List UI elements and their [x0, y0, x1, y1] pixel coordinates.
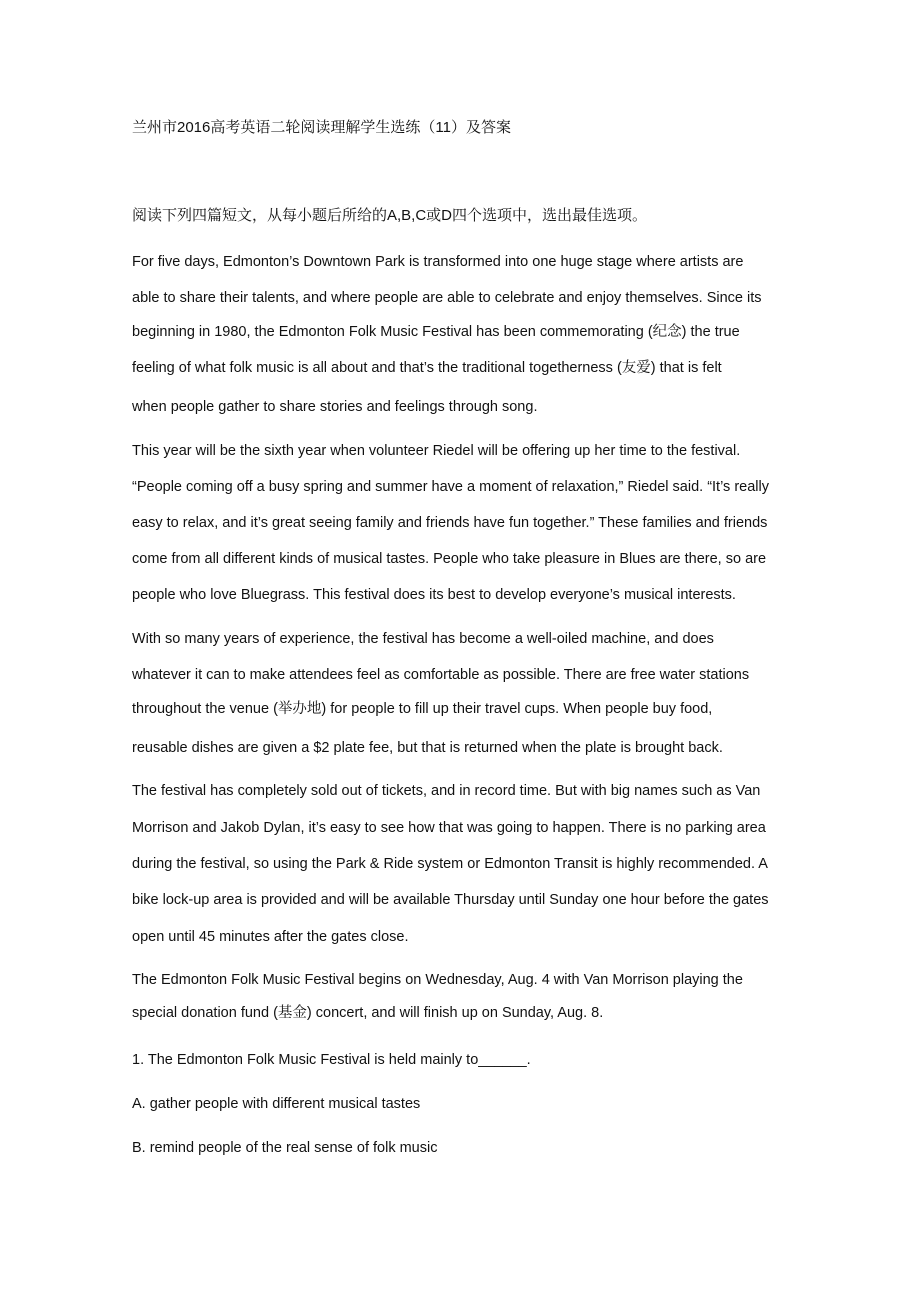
paragraph-2-line-5: people who love Bluegrass. This festival does its best to develop everyone’s musical interests. — [132, 587, 736, 603]
question-1-stem: 1. The Edmonton Folk Music Festival is held mainly to______. — [132, 1052, 531, 1068]
paragraph-2-line-1: This year will be the sixth year when volunteer Riedel will be offering up her time to the festival. — [132, 443, 741, 459]
paragraph-4-line-2: Morrison and Jakob Dylan, it’s easy to see how that was going to happen. There is no parking area — [132, 820, 766, 836]
paragraph-4-line-5: open until 45 minutes after the gates close. — [132, 929, 409, 945]
paragraph-3-line-3: throughout the venue (举办地) for people to fill up their travel cups. When people buy food, — [132, 701, 713, 717]
paragraph-2-line-4: come from all different kinds of musical tastes. People who take pleasure in Blues are there, so are — [132, 551, 767, 567]
paragraph-2-line-2: “People coming off a busy spring and summer have a moment of relaxation,” Riedel said. “It’s really — [132, 479, 769, 495]
document-title: 兰州市2016高考英语二轮阅读理解学生选练（11）及答案 — [132, 119, 511, 136]
paragraph-4-line-1: The festival has completely sold out of tickets, and in record time. But with big names such as Van — [132, 783, 761, 799]
question-1-option-b: B. remind people of the real sense of folk music — [132, 1140, 438, 1156]
paragraph-5-line-1: The Edmonton Folk Music Festival begins on Wednesday, Aug. 4 with Van Morrison playing the — [132, 972, 743, 988]
paragraph-2-line-3: easy to relax, and it’s great seeing family and friends have fun together.” These families and friends — [132, 515, 768, 531]
paragraph-3-line-4: reusable dishes are given a $2 plate fee, but that is returned when the plate is brought back. — [132, 740, 723, 756]
paragraph-3-line-2: whatever it can to make attendees feel as comfortable as possible. There are free water stations — [132, 667, 750, 683]
paragraph-1-line-5: when people gather to share stories and feelings through song. — [132, 399, 538, 415]
reading-instructions: 阅读下列四篇短文，从每小题后所给的A,B,C或D四个选项中，选出最佳选项。 — [132, 207, 648, 224]
paragraph-3-line-1: With so many years of experience, the festival has become a well-oiled machine, and does — [132, 631, 714, 647]
paragraph-4-line-4: bike lock-up area is provided and will be available Thursday until Sunday one hour before the gates — [132, 892, 769, 908]
question-1-option-a: A. gather people with different musical tastes — [132, 1096, 421, 1112]
paragraph-1-line-3: beginning in 1980, the Edmonton Folk Music Festival has been commemorating (纪念) the true — [132, 324, 740, 340]
paragraph-5-line-2: special donation fund (基金) concert, and will finish up on Sunday, Aug. 8. — [132, 1005, 604, 1021]
paragraph-4-line-3: during the festival, so using the Park & Ride system or Edmonton Transit is highly recommended. A — [132, 856, 768, 872]
paragraph-1-line-1: For five days, Edmonton’s Downtown Park is transformed into one huge stage where artists are — [132, 254, 744, 270]
paragraph-1-line-2: able to share their talents, and where people are able to celebrate and enjoy themselves. Since its — [132, 290, 762, 306]
paragraph-1-line-4: feeling of what folk music is all about and that’s the traditional togetherness (友爱) that is felt — [132, 360, 722, 376]
